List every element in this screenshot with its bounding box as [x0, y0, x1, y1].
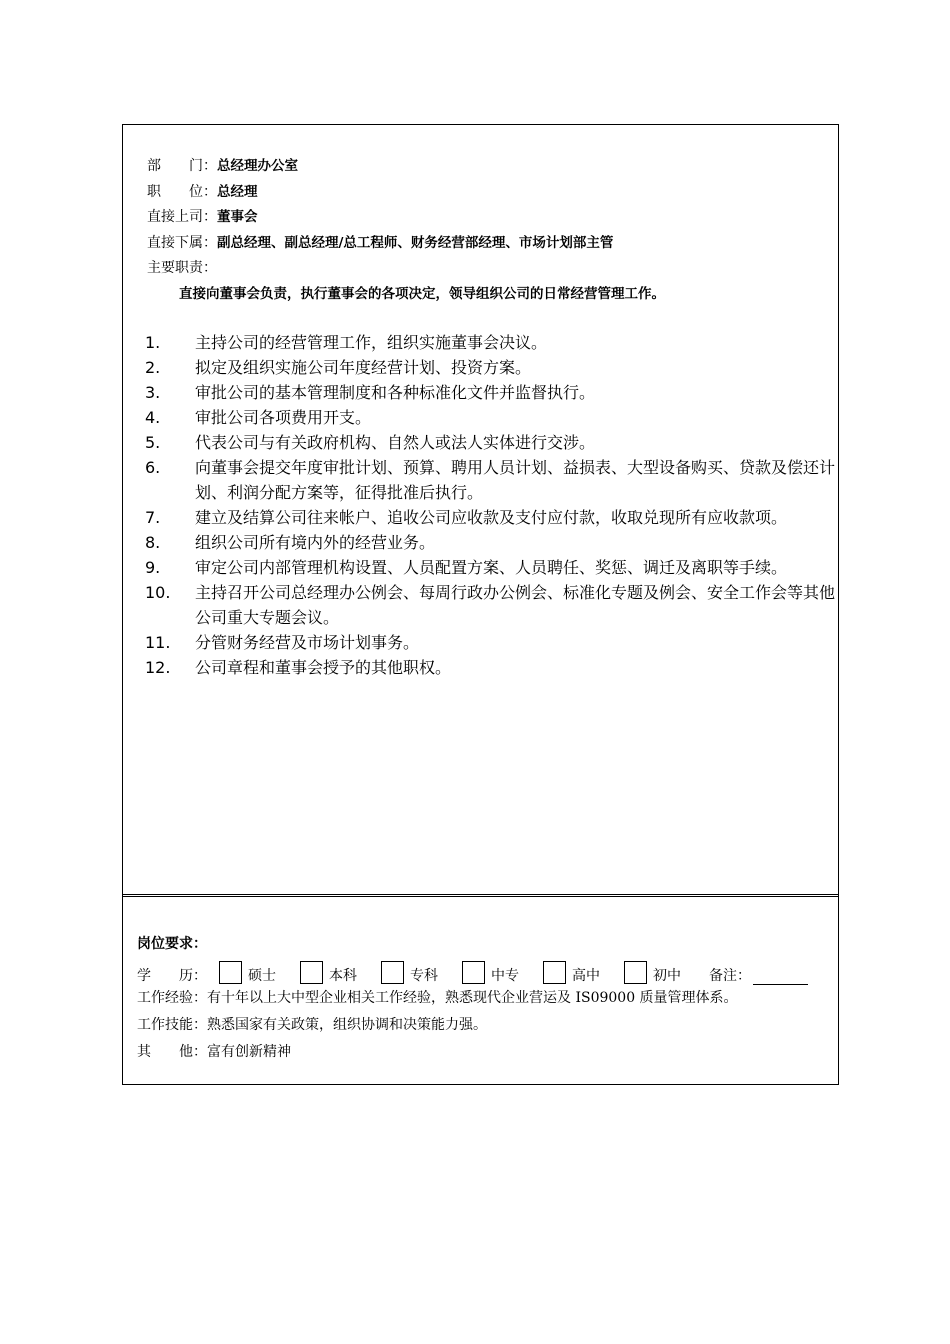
education-option-juniorhigh [624, 961, 681, 985]
option-label: 硕士 [248, 968, 276, 984]
list-item [145, 405, 835, 430]
education-option-technical [462, 961, 519, 985]
subordinates-label: 直接下属： [147, 234, 217, 251]
list-item [145, 530, 835, 555]
remark-label: 备注： [709, 968, 751, 984]
duty-text: 主持召开公司总经理办公例会、每周行政办公例会、标准化专题及例会、安全工作会等其他公司重大专题会议。 [195, 583, 836, 627]
list-item [145, 580, 835, 630]
duty-number: 10. [145, 583, 171, 602]
department-value: 总经理办公室 [217, 158, 298, 174]
list-item [145, 430, 835, 455]
list-item [145, 655, 835, 680]
list-item [145, 455, 835, 505]
checkbox-bachelor[interactable] [300, 961, 323, 984]
list-item [145, 630, 835, 655]
education-option-highschool [543, 961, 600, 985]
duty-number: 7. [145, 508, 161, 527]
requirements-title: 岗位要求： [137, 936, 207, 952]
duty-number: 1. [145, 333, 161, 352]
skills-row: 工作技能：熟悉国家有关政策，组织协调和决策能力强。 [137, 1017, 487, 1033]
experience-row: 工作经验：有十年以上大中型企业相关工作经验，熟悉现代企业营运及 IS09000 质量管理体系。 [137, 990, 738, 1006]
duty-text: 拟定及组织实施公司年度经营计划、投资方案。 [195, 358, 532, 377]
education-option-master [219, 961, 276, 985]
checkbox-highschool[interactable] [543, 961, 566, 984]
option-label: 中专 [491, 968, 519, 984]
duty-text: 建立及结算公司往来帐户、追收公司应收款及支付应付款，收取兑现所有应收款项。 [195, 508, 788, 527]
position-value: 总经理 [217, 183, 258, 200]
option-label: 高中 [572, 968, 600, 984]
superior-label: 直接上司： [147, 209, 217, 225]
position-info [147, 154, 613, 282]
other-row: 其 他：富有创新精神 [137, 1044, 291, 1060]
duty-text: 主持公司的经营管理工作，组织实施董事会决议。 [195, 333, 548, 352]
subordinates-row [147, 231, 613, 257]
remark-field[interactable] [753, 968, 808, 985]
duties-section [123, 125, 838, 897]
duty-number: 4. [145, 408, 161, 427]
duty-text: 公司章程和董事会授予的其他职权。 [195, 658, 452, 677]
duty-number: 11. [145, 633, 171, 652]
list-item [145, 330, 835, 355]
duty-number: 9. [145, 558, 161, 577]
duty-text: 审定公司内部管理机构设置、人员配置方案、人员聘任、奖惩、调迁及离职等手续。 [195, 558, 788, 577]
superior-row [147, 205, 613, 231]
duty-number: 3. [145, 383, 161, 402]
list-item [145, 555, 835, 580]
education-row [137, 957, 808, 985]
checkbox-technical[interactable] [462, 961, 485, 984]
department-row [147, 154, 613, 180]
checkbox-juniorhigh[interactable] [624, 961, 647, 984]
duties-list [145, 330, 835, 680]
duty-text: 代表公司与有关政府机构、自然人或法人实体进行交涉。 [195, 433, 596, 452]
checkbox-master[interactable] [219, 961, 242, 984]
duty-text: 组织公司所有境内外的经营业务。 [195, 533, 436, 552]
requirements-section [123, 897, 838, 1084]
superior-value: 董事会 [217, 209, 258, 225]
duty-text: 分管财务经营及市场计划事务。 [195, 633, 420, 652]
option-label: 本科 [329, 968, 357, 984]
subordinates-value: 副总经理、副总经理/总工程师、财务经营部经理、市场计划部主管 [217, 234, 614, 251]
duty-number: 6. [145, 458, 161, 477]
duty-number: 8. [145, 533, 161, 552]
position-label: 职 位： [147, 183, 217, 200]
education-option-college [381, 961, 438, 985]
list-item [145, 380, 835, 405]
duty-text: 向董事会提交年度审批计划、预算、聘用人员计划、益损表、大型设备购买、贷款及偿还计划、利润分配方案等，征得批准后执行。 [195, 458, 836, 502]
position-row [147, 180, 613, 206]
department-label: 部 门： [147, 158, 217, 174]
duty-number: 2. [145, 358, 161, 377]
duties-summary: 直接向董事会负责，执行董事会的各项决定，领导组织公司的日常经营管理工作。 [179, 286, 665, 302]
option-label: 专科 [410, 968, 438, 984]
duty-text: 审批公司的基本管理制度和各种标准化文件并监督执行。 [195, 383, 596, 402]
duties-label: 主要职责： [147, 260, 217, 276]
job-description-form [122, 124, 839, 1085]
duty-number: 5. [145, 433, 161, 452]
duties-label-row [147, 256, 613, 282]
duty-text: 审批公司各项费用开支。 [195, 408, 372, 427]
requirements-block [137, 931, 808, 1066]
education-option-bachelor [300, 961, 357, 985]
list-item [145, 355, 835, 380]
duty-number: 12. [145, 658, 171, 677]
education-label: 学 历： [137, 968, 207, 984]
option-label: 初中 [653, 968, 681, 984]
checkbox-college[interactable] [381, 961, 404, 984]
list-item [145, 505, 835, 530]
